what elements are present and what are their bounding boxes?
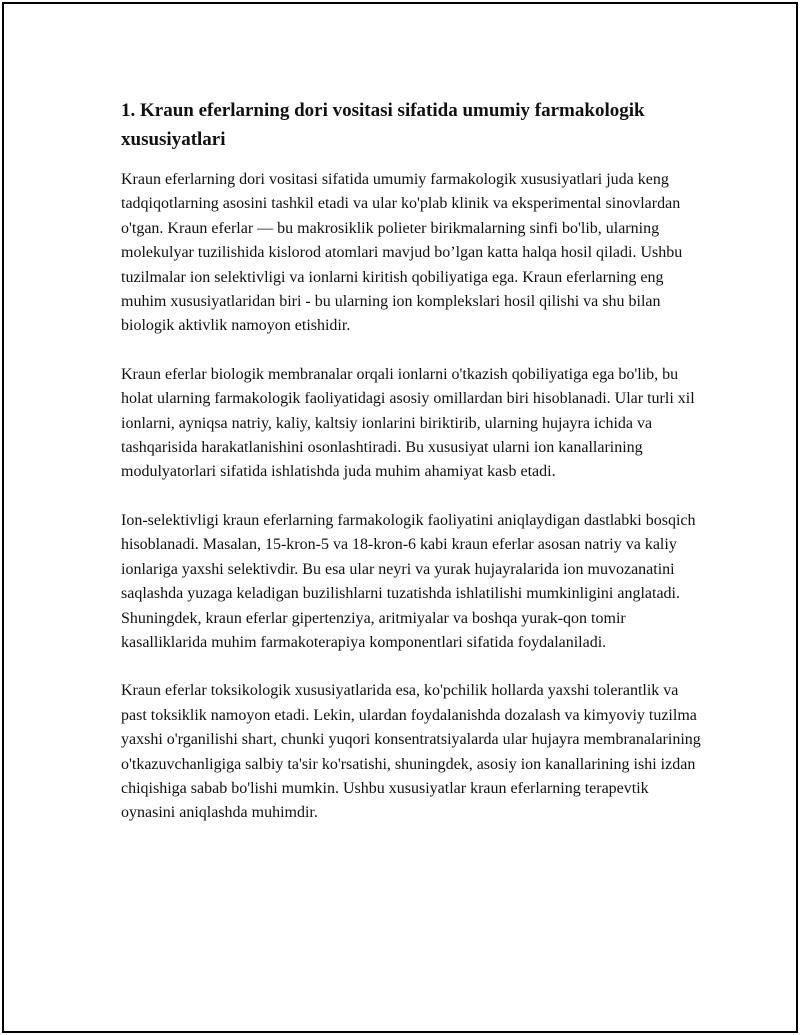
paragraph-4: Kraun eferlar toksikologik xususiyatlarida esa, ko'pchilik hollarda yaxshi tolerantlik va past toksiklik namoyon etadi. Lekin, ulardan foydalanishda dozalash va kimyoviy tuzilma yaxshi o'rganilishi shart, chunki yuqori konsentratsiyalarda ular hujayra membranalarining o'tkazuvchanligiga salbiy ta'sir ko'rsatishi, shuningdek, asosiy ion kanallarining ishi izdan chiqishiga sabab bo'lishi mumkin. Ushbu xususiyatlar kraun eferlarning terapevtik oynasini aniqlashda muhimdir. [121, 682, 701, 822]
section-heading: 1. Kraun eferlarning dori vositasi sifatida umumiy farmakologik xususiyatlari [121, 100, 645, 150]
paragraph-3: Ion-selektivligi kraun eferlarning farmakologik faoliyatini aniqlaydigan dastlabki bosqich hisoblanadi. Masalan, 15-kron-5 va 18-kron-6 kabi kraun eferlar asosan natriy va kaliy ionlariga yaxshi selektivdir. Bu esa ular neyri va yurak hujayralarida ion muvozanatini saqlashda yuzaga keladigan buzilishlarni tuzatishda ishlatilishi mumkinligini anglatadi. Shuningdek, kraun eferlar gipertenziya, aritmiyalar va boshqa yurak-qon tomir kasalliklarida muhim farmakoterapiya komponentlari sifatida foydalaniladi. [121, 511, 696, 651]
document-body [121, 96, 701, 850]
paragraph-1: Kraun eferlarning dori vositasi sifatida umumiy farmakologik xususiyatlari juda keng tadqiqotlarning asosini tashkil etadi va ular ko'plab klinik va eksperimental sinovlardan o'tgan. Kraun eferlar — bu makrosiklik polieter birikmalarning sinfi bo'lib, ularning molekulyar tuzilishida kislorod atomlari mavjud bo’lgan katta halqa hosil qiladi. Ushbu tuzilmalar ion selektivligi va ionlarni kiritish qobiliyatiga ega. Kraun eferlarning eng muhim xususiyatlaridan biri - bu ularning ion komplekslari hosil qilishi va shu bilan biologik aktivlik namoyon etishidir. [121, 171, 683, 335]
paragraph-2: Kraun eferlar biologik membranalar orqali ionlarni o'tkazish qobiliyatiga ega bo'lib, bu holat ularning farmakologik faoliyatidagi asosiy omillardan biri hisoblanadi. Ular turli xil ionlarni, ayniqsa natriy, kaliy, kaltsiy ionlarini biriktirib, ularning hujayra ichida va tashqarisida harakatlanishini osonlashtiradi. Bu xususiyat ularni ion kanallarining modulyatorlari sifatida ishlatishda juda muhim ahamiyat kasb etadi. [121, 365, 695, 481]
page-frame [2, 2, 798, 1033]
